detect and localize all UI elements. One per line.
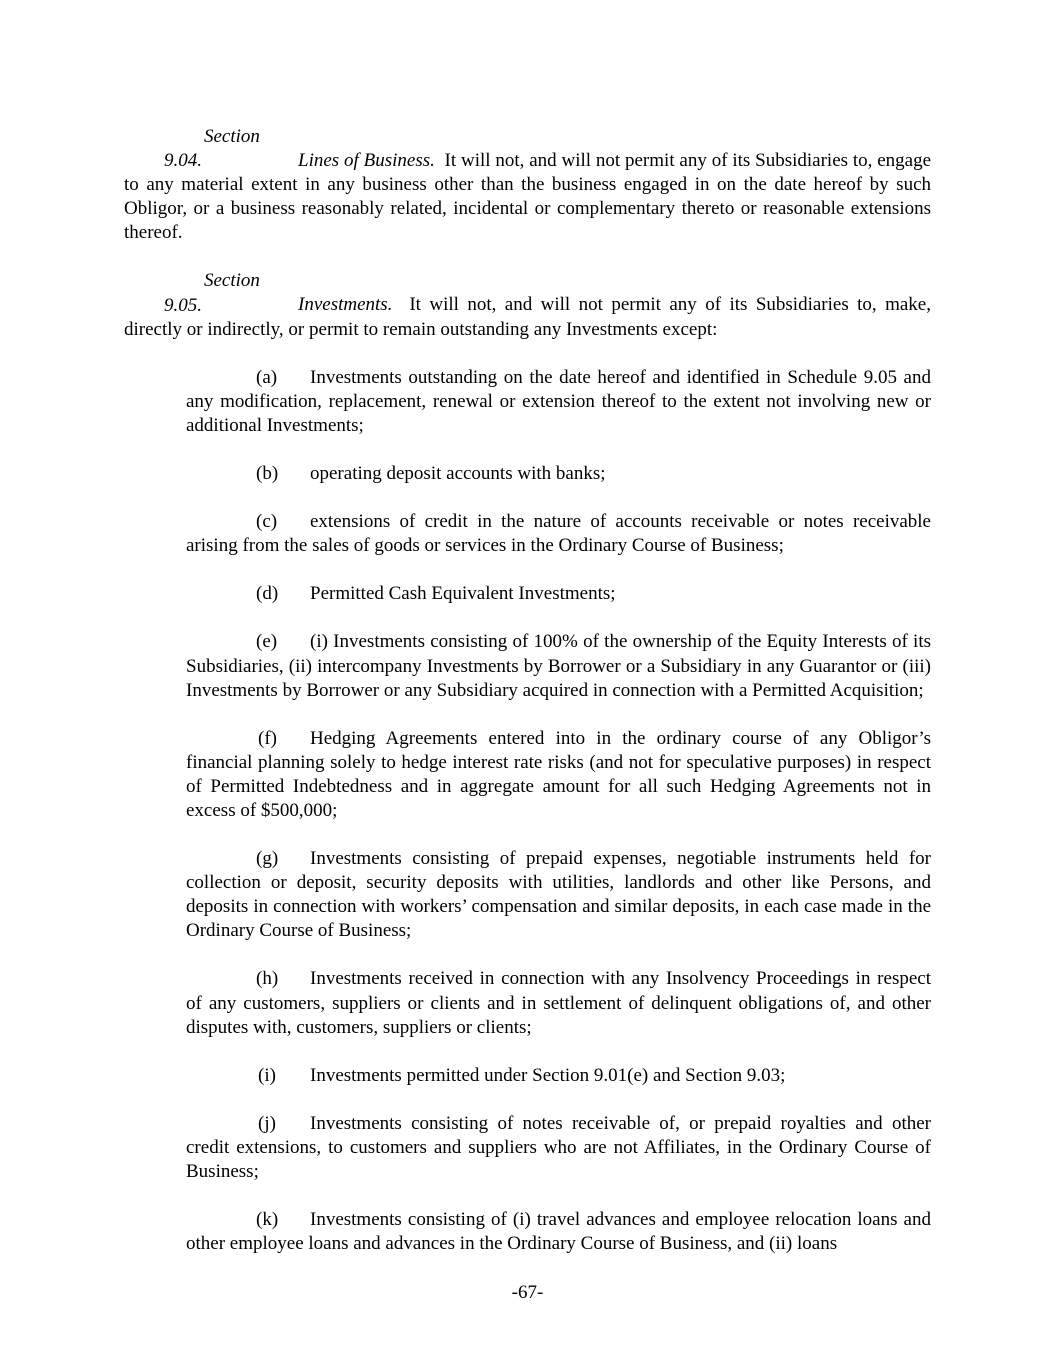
item-text: Investments permitted under Section 9.01(e) and Section 9.03;: [310, 1064, 786, 1086]
list-item-h: [186, 967, 931, 1039]
item-label: (a): [256, 366, 278, 388]
item-label: (e): [256, 631, 278, 653]
section-9-05: [124, 269, 931, 341]
item-text: Investments consisting of prepaid expenses, negotiable instruments held for collection or deposit, security deposits with utilities, landlords and other like Persons, and deposits in connection with workers’ compensation and similar deposits, in each case made in the Ordinary Course of Business;: [186, 848, 931, 942]
item-text: (i) Investments consisting of 100% of the ownership of the Equity Interests of its Subsidiaries, (ii) intercompany Investments by Borrower or a Subsidiary in any Guarantor or (iii) Investments by Borrower or any Subsidiary acquired in connection with a Permitted Acquisition;: [186, 631, 931, 701]
item-label: (d): [256, 583, 279, 605]
item-text: Investments consisting of notes receivable of, or prepaid royalties and other credit extensions, to customers and suppliers who are not Affiliates, in the Ordinary Course of Business;: [186, 1112, 931, 1182]
page-number: -67-: [511, 1282, 544, 1303]
document-body: [124, 125, 931, 1256]
list-item-a: [186, 366, 931, 438]
item-text: Investments received in connection with any Insolvency Proceedings in respect of any customers, suppliers or clients and in settlement of delinquent obligations of, and other disputes with, customers, suppliers or clients;: [186, 968, 931, 1038]
list-item-j: [186, 1112, 931, 1184]
section-title: Lines of Business.: [298, 150, 435, 172]
section-number: Section 9.04.: [164, 126, 260, 172]
section-text: It will not, and will not permit any of its Subsidiaries to, make, directly or indirectly, or permit to remain outstanding any Investments except:: [124, 294, 931, 340]
list-item-f: [186, 727, 931, 823]
item-label: (i): [258, 1064, 276, 1086]
list-item-c: [186, 510, 931, 558]
item-label: (f): [258, 727, 277, 749]
list-item-d: [186, 582, 931, 606]
item-label: (b): [256, 463, 279, 485]
item-label: (g): [256, 848, 279, 870]
list-item-k: [186, 1208, 931, 1256]
item-label: (j): [258, 1112, 276, 1134]
item-text: Investments outstanding on the date hereof and identified in Schedule 9.05 and any modification, replacement, renewal or extension thereof to the extent not involving new or additional Investments;: [186, 366, 931, 436]
section-title: Investments.: [298, 294, 393, 316]
section-9-04: [124, 125, 931, 245]
item-text: extensions of credit in the nature of accounts receivable or notes receivable arising from the sales of goods or services in the Ordinary Course of Business;: [186, 511, 931, 557]
item-text: Permitted Cash Equivalent Investments;: [310, 583, 616, 605]
list-item-e: [186, 630, 931, 702]
item-text: Hedging Agreements entered into in the ordinary course of any Obligor’s financial planning solely to hedge interest rate risks (and not for speculative purposes) in respect of Permitted Indebtedness and in aggregate amount for all such Hedging Agreements not in excess of $500,000;: [186, 727, 931, 821]
section-text: It will not, and will not permit any of its Subsidiaries to, engage to any material extent in any business other than the business engaged in on the date hereof by such Obligor, or a business reasonably related, incidental or complementary thereto or reasonable extensions thereof.: [124, 150, 932, 244]
section-number: Section 9.05.: [164, 270, 260, 316]
item-label: (c): [256, 511, 278, 533]
item-text: Investments consisting of (i) travel advances and employee relocation loans and other employee loans and advances in the Ordinary Course of Business, and (ii) loans: [186, 1209, 931, 1255]
item-text: operating deposit accounts with banks;: [310, 463, 606, 485]
list-item-g: [186, 847, 931, 943]
item-label: (k): [256, 1209, 279, 1231]
list-item-i: [186, 1064, 931, 1088]
list-item-b: [186, 462, 931, 486]
item-label: (h): [256, 968, 279, 990]
